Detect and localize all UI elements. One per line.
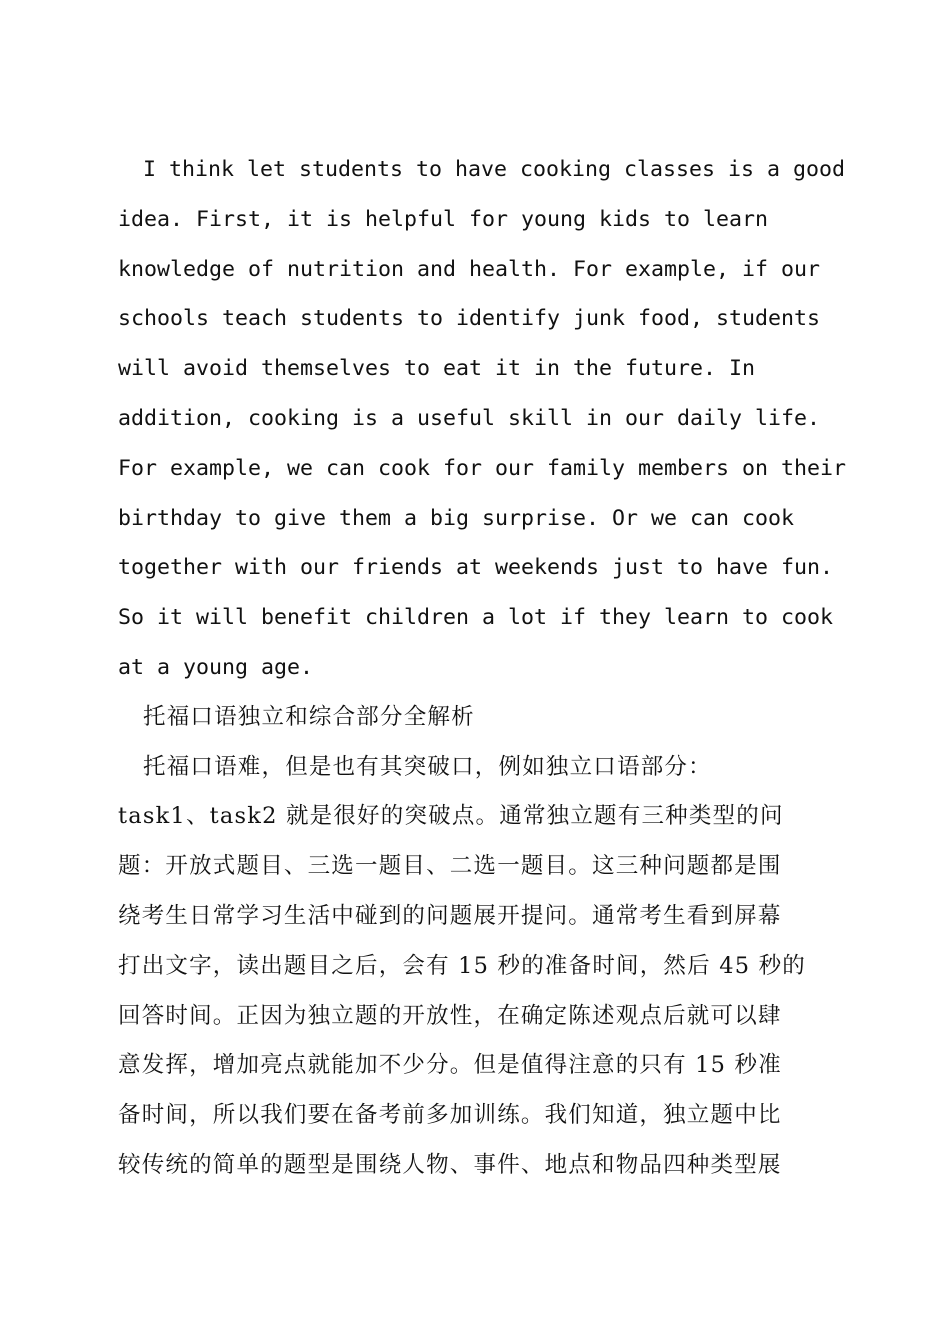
paragraph-line: will avoid themselves to eat it in the future. In	[118, 356, 756, 382]
paragraph-line: idea. First, it is helpful for young kids to learn	[118, 206, 769, 232]
paragraph-line: knowledge of nutrition and health. For example, if our	[118, 256, 821, 282]
paragraph-line: For example, we can cook for our family members on their	[118, 455, 847, 481]
chinese-paragraph	[118, 743, 838, 1191]
paragraph-line: birthday to give them a big surprise. Or we can cook	[118, 505, 795, 531]
paragraph-line: 题：开放式题目、三选一题目、二选一题目。这三种问题都是围	[118, 853, 782, 880]
paragraph-line: addition, cooking is a useful skill in our daily life.	[118, 405, 821, 431]
paragraph-line: 打出文字，读出题目之后，会有 15 秒的准备时间，然后 45 秒的	[118, 952, 806, 979]
paragraph-line: 回答时间。正因为独立题的开放性，在确定陈述观点后就可以肆	[118, 1002, 782, 1029]
paragraph-line: 意发挥，增加亮点就能加不少分。但是值得注意的只有 15 秒准	[118, 1052, 782, 1079]
paragraph-line: 绕考生日常学习生活中碰到的问题展开提问。通常考生看到屏幕	[118, 902, 782, 929]
paragraph-line: 较传统的简单的题型是围绕人物、事件、地点和物品四种类型展	[118, 1151, 782, 1178]
paragraph-line: task1、task2 就是很好的突破点。通常独立题有三种类型的问	[118, 803, 784, 830]
paragraph-line: at a young age.	[118, 654, 314, 680]
english-paragraph	[118, 145, 847, 693]
document-body	[118, 145, 847, 1191]
paragraph-line: together with our friends at weekends just to have fun.	[118, 555, 834, 581]
paragraph-line: 备时间，所以我们要在备考前多加训练。我们知道，独立题中比	[118, 1102, 782, 1129]
section-heading: 托福口语独立和综合部分全解析	[143, 703, 475, 730]
paragraph-line: So it will benefit children a lot if they learn to cook	[118, 605, 834, 631]
paragraph-line: schools teach students to identify junk food, students	[118, 306, 821, 332]
paragraph-line: 托福口语难，但是也有其突破口，例如独立口语部分：	[143, 753, 712, 780]
paragraph-line: I think let students to have cooking classes is a good	[143, 157, 846, 182]
